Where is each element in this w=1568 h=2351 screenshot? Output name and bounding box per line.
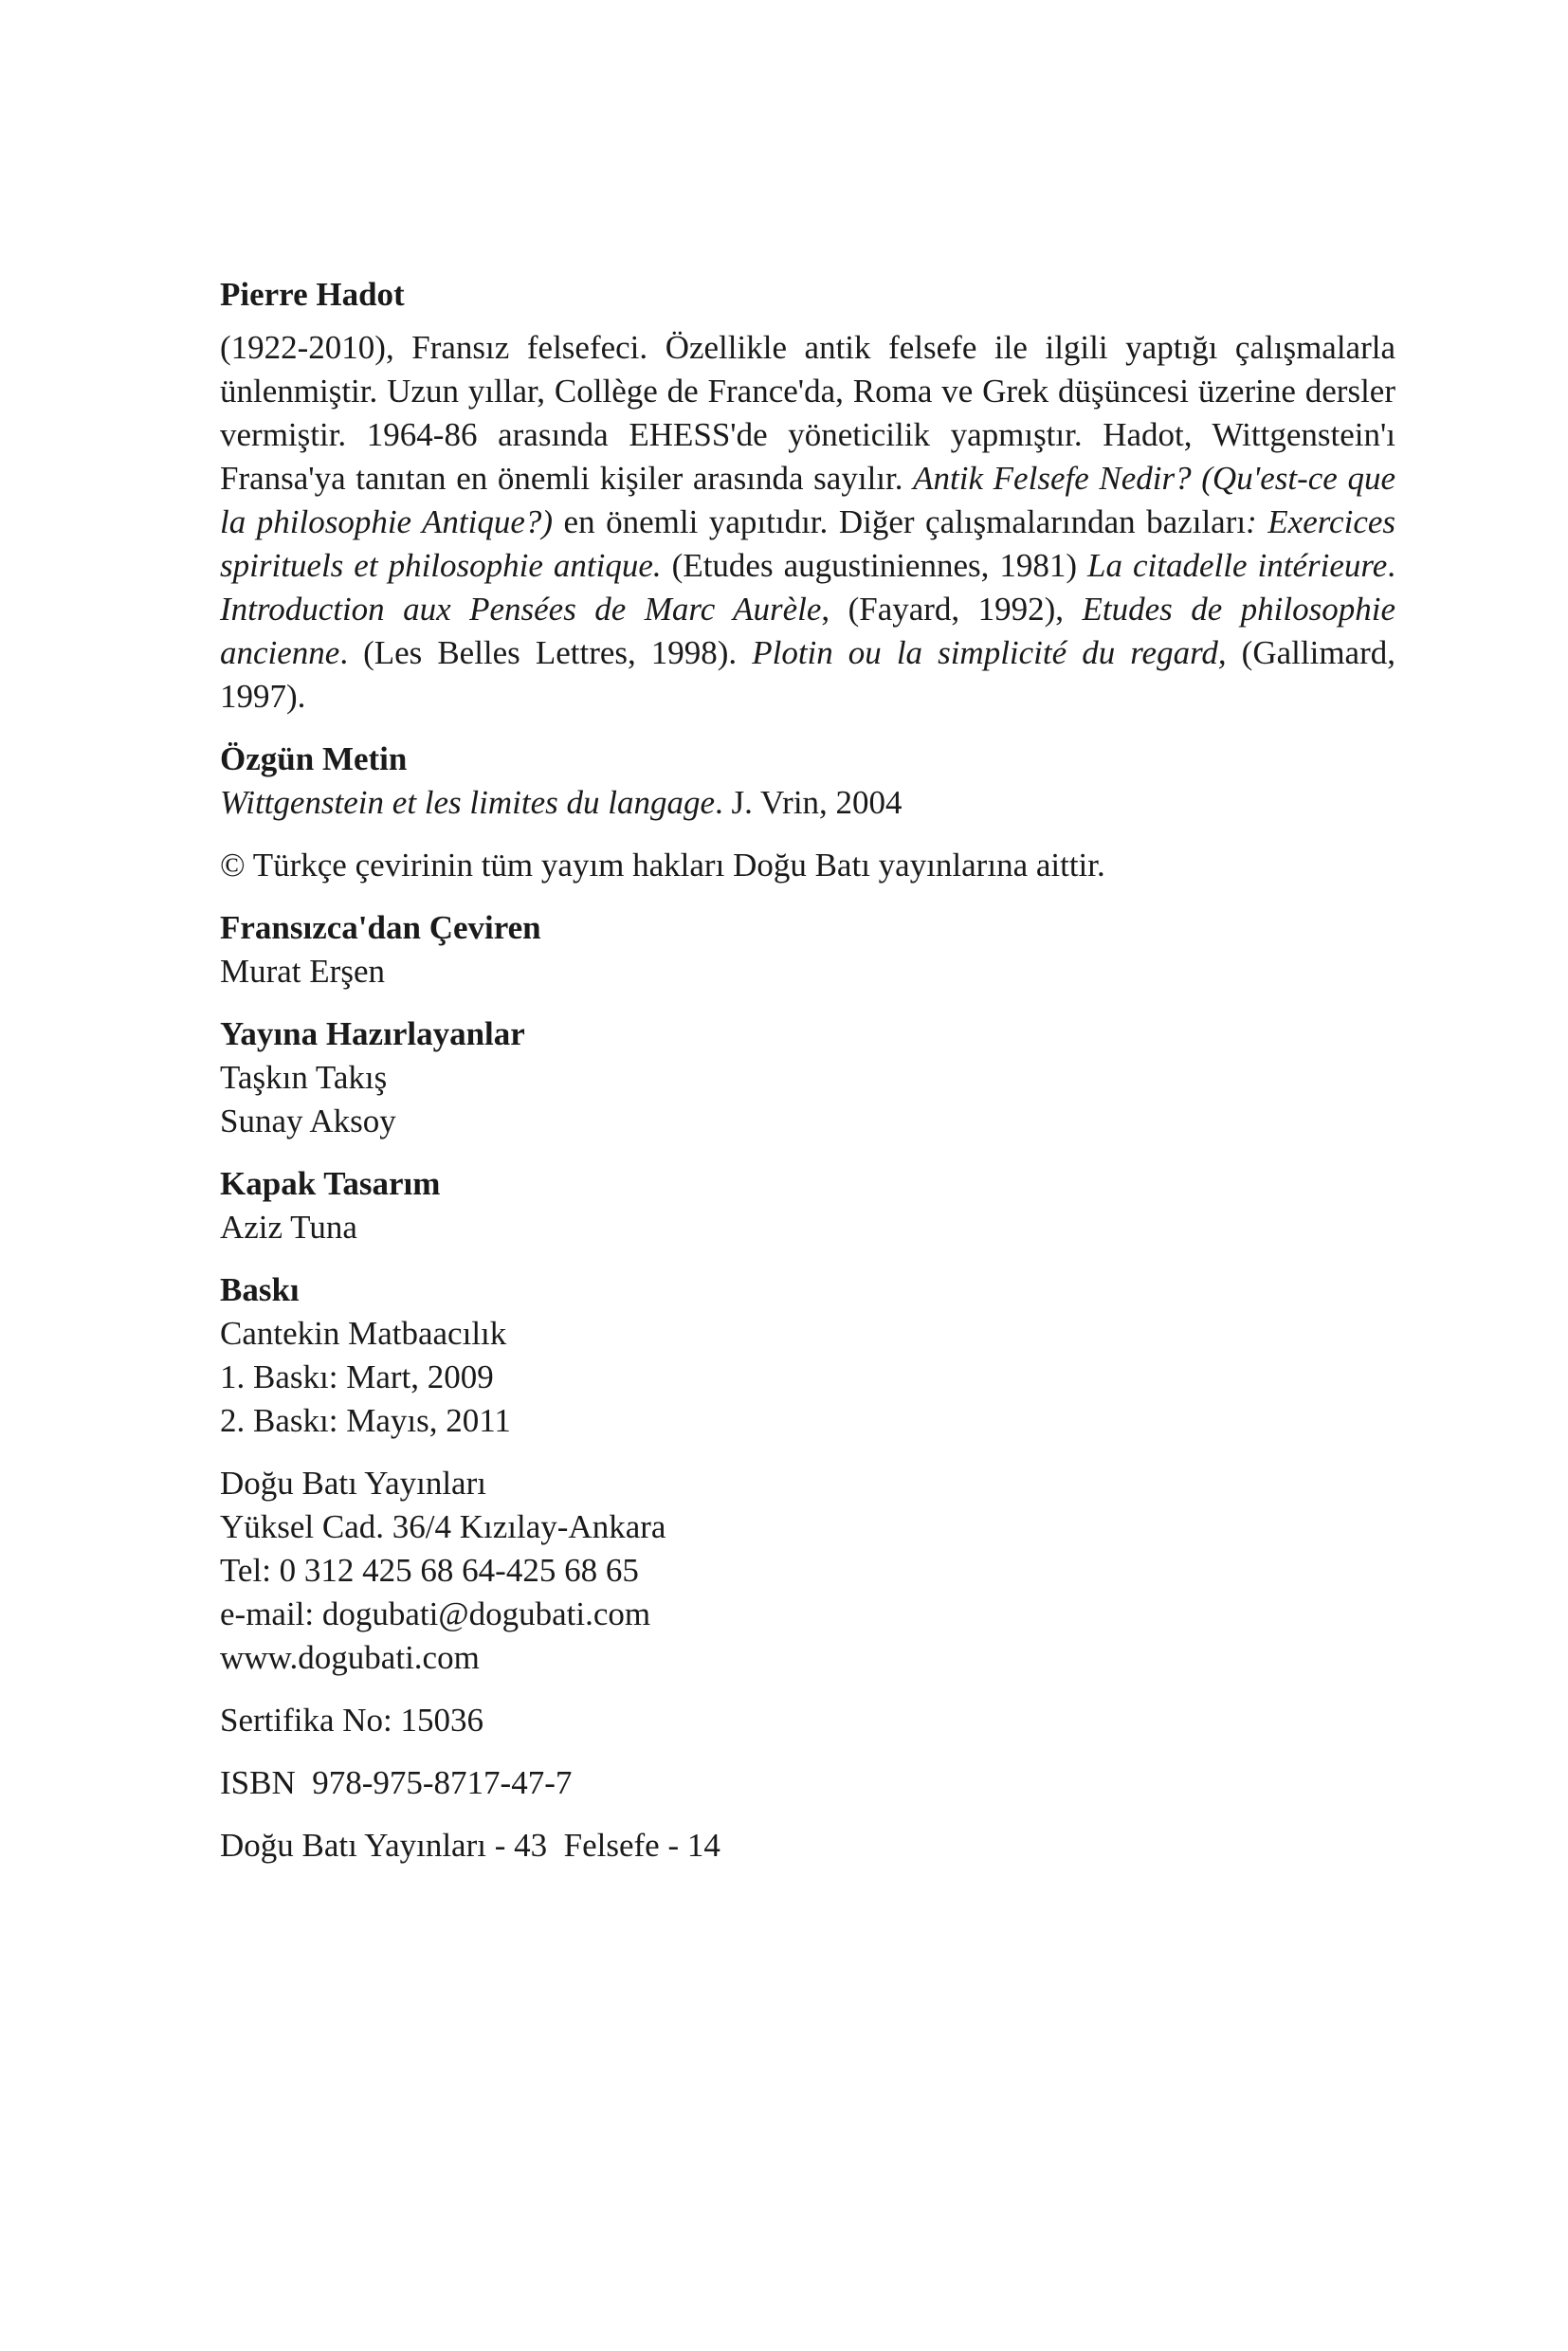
original-text-label: Özgün Metin	[220, 740, 408, 777]
author-bio	[220, 326, 1395, 719]
bio-text: . (Les Belles Lettres, 1998).	[339, 634, 753, 671]
bio-text: en önemli yapıtıdır. Diğer çalışmalarından bazıları	[553, 503, 1247, 540]
copyright-section	[220, 844, 1395, 887]
cover-designer-name: Aziz Tuna	[220, 1209, 357, 1246]
print-section	[220, 1268, 1395, 1443]
isbn-number: ISBN 978-975-8717-47-7	[220, 1764, 573, 1801]
bio-text: (Etudes augustiniennes, 1981)	[661, 547, 1088, 584]
certificate-section	[220, 1699, 1395, 1742]
printer-name: Cantekin Matbaacılık	[220, 1315, 507, 1352]
print-label: Baskı	[220, 1271, 300, 1308]
editors-section	[220, 1012, 1395, 1143]
isbn-section	[220, 1761, 1395, 1805]
original-text-title: Wittgenstein et les limites du langage	[220, 784, 716, 821]
bio-text: Introduction aux Pensées de Marc Aurèle	[220, 591, 822, 628]
publisher-email: e-mail: dogubati@dogubati.com	[220, 1595, 651, 1632]
certificate-number: Sertifika No: 15036	[220, 1702, 484, 1739]
publisher-section	[220, 1462, 1395, 1680]
author-name: Pierre Hadot	[220, 276, 405, 313]
editors-label: Yayına Hazırlayanlar	[220, 1015, 525, 1052]
translator-section	[220, 906, 1395, 993]
original-text-publisher: . J. Vrin, 2004	[715, 784, 903, 821]
bio-text: La citadelle intérieure	[1087, 547, 1388, 584]
series-section	[220, 1824, 1395, 1868]
editor-name: Taşkın Takış	[220, 1059, 388, 1096]
cover-design-label: Kapak Tasarım	[220, 1165, 441, 1202]
bio-text: (Gallimard, 1997).	[220, 634, 1395, 715]
original-text-section	[220, 738, 1395, 825]
colophon-page	[220, 273, 1395, 1886]
publisher-website: www.dogubati.com	[220, 1639, 480, 1676]
publisher-address: Yüksel Cad. 36/4 Kızılay-Ankara	[220, 1508, 666, 1545]
author-section	[220, 273, 1395, 317]
editor-name: Sunay Aksoy	[220, 1103, 396, 1139]
publisher-phone: Tel: 0 312 425 68 64-425 68 65	[220, 1552, 639, 1589]
publisher-name: Doğu Batı Yayınları	[220, 1465, 486, 1502]
bio-text: .	[1387, 547, 1396, 584]
bio-text: Plotin ou la simplicité du regard,	[752, 634, 1227, 671]
bio-text: : Exercices spirituels et philosophie antique.	[220, 503, 1396, 584]
series-info: Doğu Batı Yayınları - 43 Felsefe - 14	[220, 1827, 720, 1864]
cover-design-section	[220, 1162, 1395, 1249]
print-edition-2: 2. Baskı: Mayıs, 2011	[220, 1402, 511, 1439]
copyright-notice: © Türkçe çevirinin tüm yayım hakları Doğu Batı yayınlarına aittir.	[220, 847, 1105, 884]
translator-name: Murat Erşen	[220, 953, 385, 990]
bio-text: Antik Felsefe Nedir? (Qu'est-ce que la philosophie Antique?)	[220, 460, 1395, 540]
original-text-line	[220, 781, 1395, 825]
bio-text: Etudes de philosophie ancienne	[220, 591, 1395, 671]
bio-text: , (Fayard, 1992),	[821, 591, 1083, 628]
print-edition-1: 1. Baskı: Mart, 2009	[220, 1358, 494, 1395]
bio-text: (1922-2010), Fransız felsefeci. Özellikle antik felsefe ile ilgili yaptığı çalışmalarla ünlenmiştir. Uzun yıllar, Collège de France'da, Roma ve Grek düşüncesi üzerine dersler vermiştir. 1964-86 arasında EHESS'de yöneticilik yapmıştır. Hadot, Wittgenstein'ı Fransa'ya tanıtan en önemli kişiler arasında sayılır.	[220, 329, 1395, 497]
translator-label: Fransızca'dan Çeviren	[220, 909, 541, 946]
